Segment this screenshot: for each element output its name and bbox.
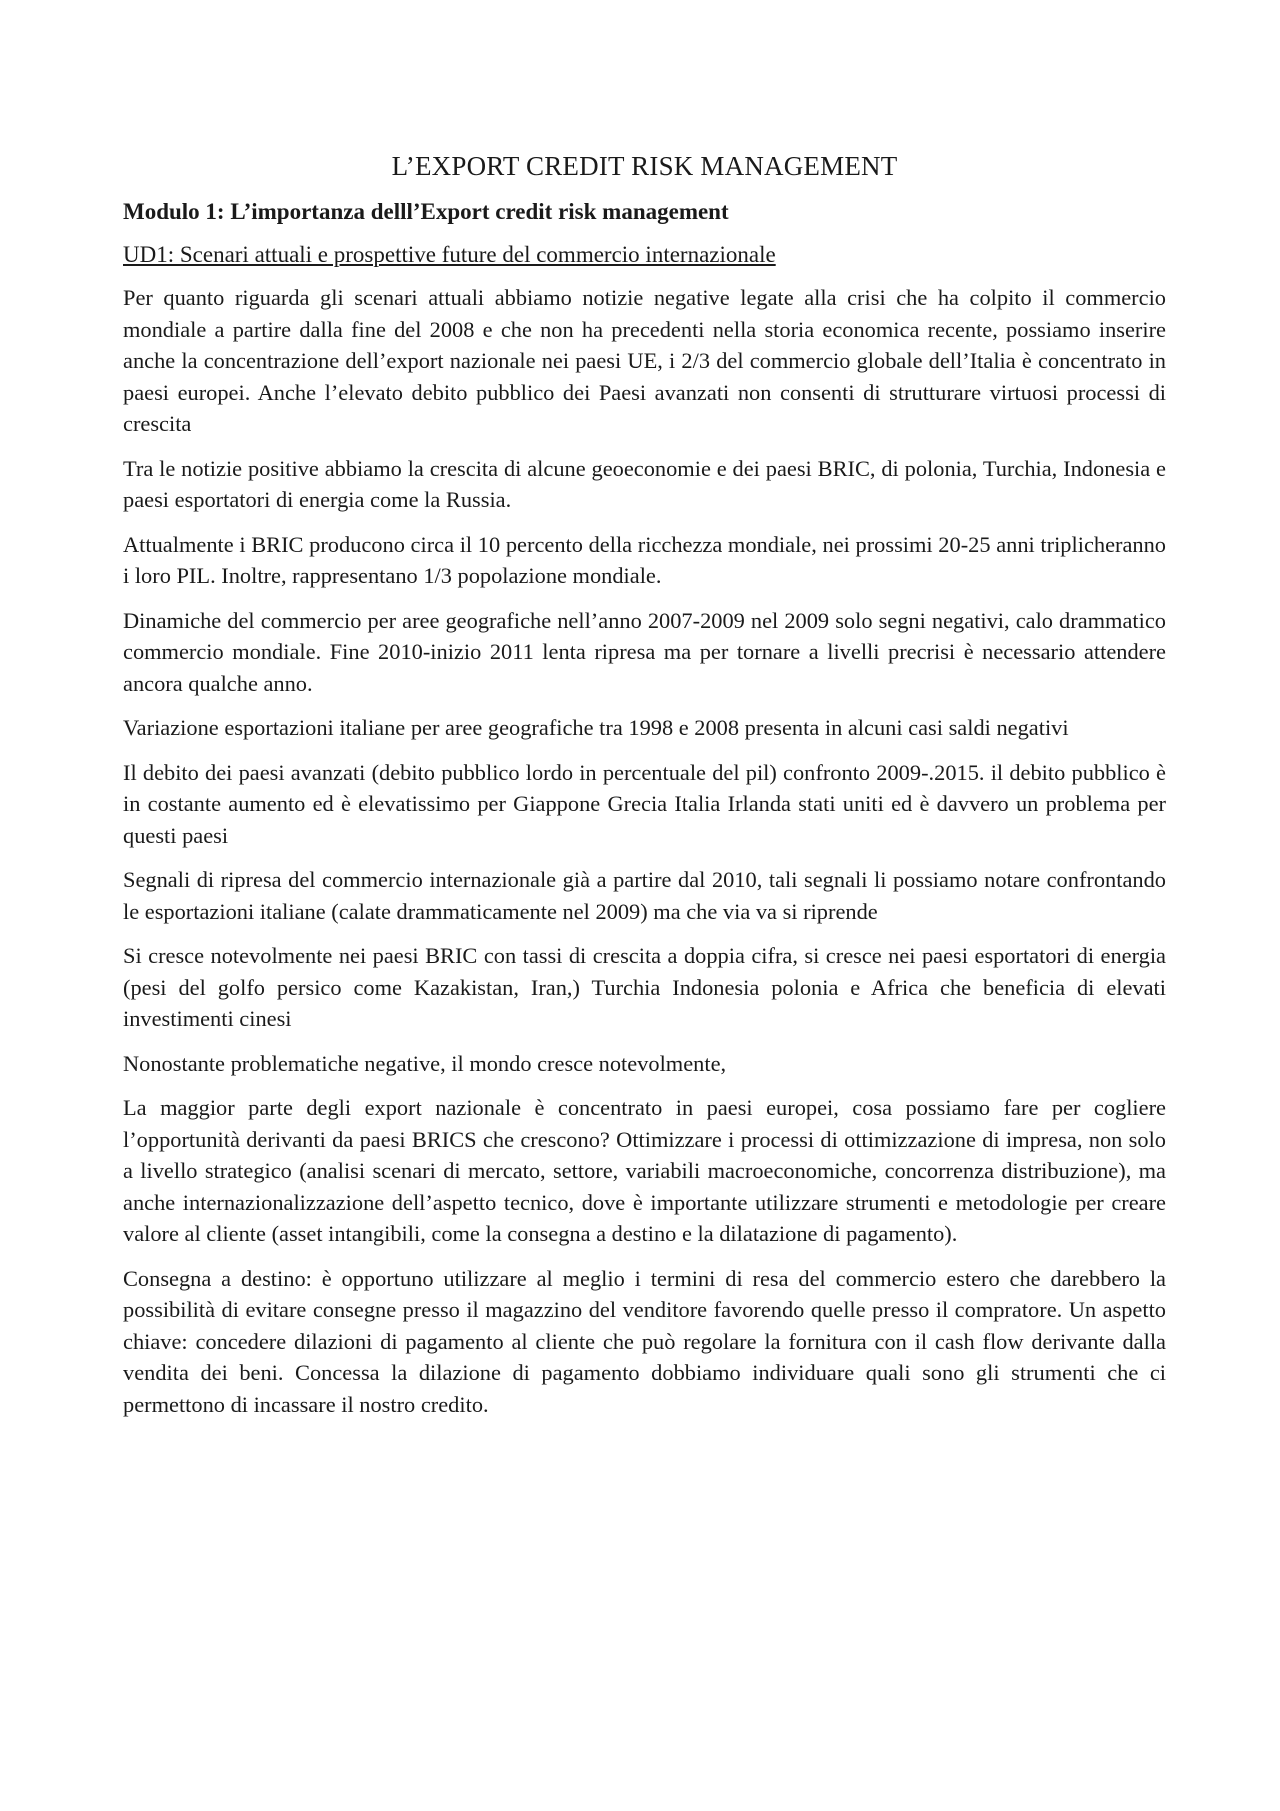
unit-heading: UD1: Scenari attuali e prospettive future del commercio internazionale	[123, 242, 776, 268]
document-title: L’EXPORT CREDIT RISK MANAGEMENT	[391, 151, 898, 181]
paragraph: Segnali di ripresa del commercio internazionale già a partire dal 2010, tali segnali li possiamo notare confrontando le esportazioni italiane (calate drammaticamente nel 2009) ma che via va si riprende	[123, 867, 1166, 924]
paragraph: Si cresce notevolmente nei paesi BRIC con tassi di crescita a doppia cifra, si cresce nei paesi esportatori di energia (pesi del golfo persico come Kazakistan, Iran,) Turchia Indonesia polonia e Africa che beneficia di elevati investimenti cinesi	[123, 943, 1166, 1032]
paragraph: Attualmente i BRIC producono circa il 10 percento della ricchezza mondiale, nei prossimi 20-25 anni triplicheranno i loro PIL. Inoltre, rappresentano 1/3 popolazione mondiale.	[123, 531, 1166, 589]
document-body	[123, 150, 1166, 1433]
paragraph: Nonostante problematiche negative, il mondo cresce notevolmente,	[123, 1050, 727, 1076]
paragraph: Variazione esportazioni italiane per aree geografiche tra 1998 e 2008 presenta in alcuni casi saldi negativi	[123, 715, 1069, 741]
paragraph: Dinamiche del commercio per aree geografiche nell’anno 2007-2009 nel 2009 solo segni negativi, calo drammatico commercio mondiale. Fine 2010-inizio 2011 lenta ripresa ma per tornare a livelli precrisi è necessario attendere ancora qualche anno.	[123, 607, 1166, 696]
paragraph: Consegna a destino: è opportuno utilizzare al meglio i termini di resa del commercio estero che darebbero la possibilità di evitare consegne presso il magazzino del venditore favorendo quelle presso il compratore. Un aspetto chiave: concedere dilazioni di pagamento al cliente che può regolare la fornitura con il cash flow derivante dalla vendita dei beni. Concessa la dilazione di pagamento dobbiamo individuare quali sono gli strumenti che ci permettono di incassare il nostro credito.	[123, 1265, 1166, 1417]
paragraph: Per quanto riguarda gli scenari attuali abbiamo notizie negative legate alla crisi che ha colpito il commercio mondiale a partire dalla fine del 2008 e che non ha precedenti nella storia economica recente, possiamo inserire anche la concentrazione dell’export nazionale nei paesi UE, i 2/3 del commercio globale dell’Italia è concentrato in paesi europei. Anche l’elevato debito pubblico dei Paesi avanzati non consenti di strutturare virtuosi processi di crescita	[123, 285, 1166, 437]
paragraph: Tra le notizie positive abbiamo la crescita di alcune geoeconomie e dei paesi BRIC, di polonia, Turchia, Indonesia e paesi esportatori di energia come la Russia.	[123, 455, 1166, 513]
paragraph: La maggior parte degli export nazionale è concentrato in paesi europei, cosa possiamo fare per cogliere l’opportunità derivanti da paesi BRICS che crescono? Ottimizzare i processi di ottimizzazione di impresa, non solo a livello strategico (analisi scenari di mercato, settore, variabili macroeconomiche, concorrenza distribuzione), ma anche internazionalizzazione dell’aspetto tecnico, dove è importante utilizzare strumenti e metodologie per creare valore al cliente (asset intangibili, come la consegna a destino e la dilatazione di pagamento).	[123, 1095, 1166, 1247]
paragraph: Il debito dei paesi avanzati (debito pubblico lordo in percentuale del pil) confronto 2009-.2015. il debito pubblico è in costante aumento ed è elevatissimo per Giappone Grecia Italia Irlanda stati uniti ed è davvero un problema per questi paesi	[123, 759, 1166, 848]
module-heading: Modulo 1: L’importanza delll’Export credit risk management	[123, 199, 729, 225]
